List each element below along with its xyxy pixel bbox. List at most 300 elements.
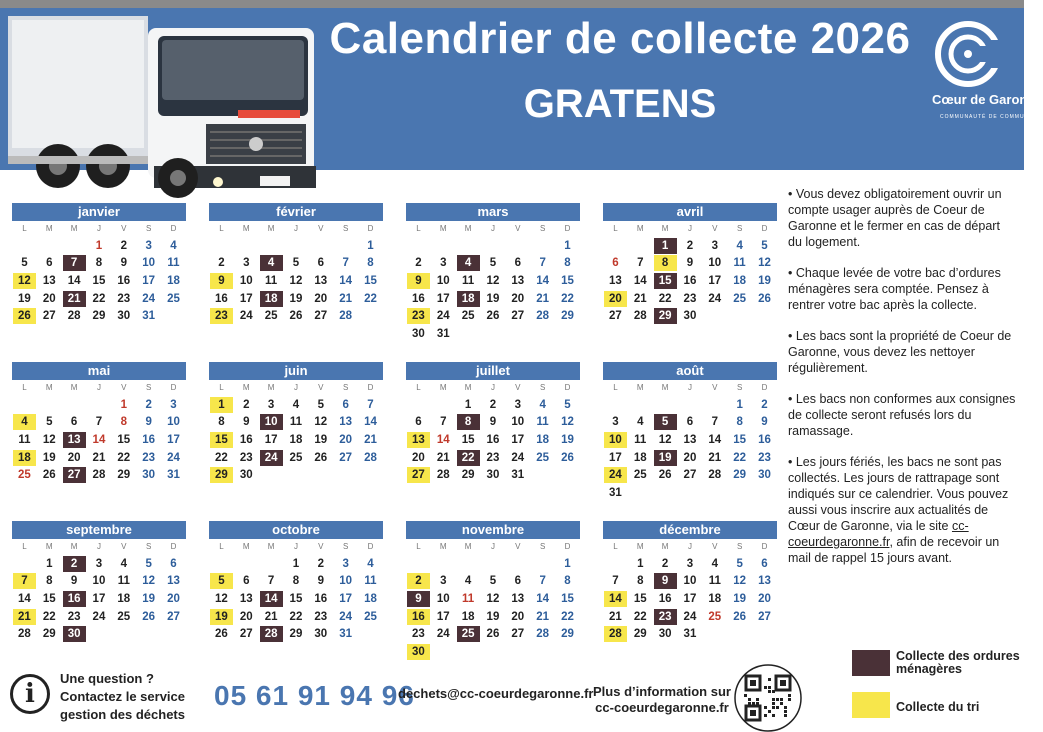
day-cell: 14	[633, 274, 647, 287]
day-cell: 11	[167, 257, 180, 270]
day-cell: 22	[42, 610, 56, 623]
day-cell: 2	[120, 239, 127, 252]
day-cell-tri: 23	[210, 308, 233, 324]
month-name: février	[209, 203, 383, 221]
empty-cell	[603, 237, 628, 255]
weekday-label: V	[712, 224, 718, 233]
day-cell: 1	[464, 398, 472, 411]
day-cell: 5	[489, 575, 497, 588]
day-cell: 4	[170, 239, 177, 252]
day-cell: 7	[612, 575, 619, 588]
day-cell-tri: 27	[407, 467, 430, 483]
day-cell: 29	[92, 310, 106, 323]
days-grid	[406, 396, 580, 484]
day-cell: 16	[215, 292, 228, 305]
empty-cell	[284, 237, 309, 255]
day-cell: 21	[633, 292, 647, 305]
day-cell: 16	[683, 274, 697, 287]
day-cell: 5	[21, 257, 28, 270]
day-cell: 2	[218, 257, 225, 270]
empty-cell	[209, 237, 234, 255]
day-cell: 6	[46, 257, 53, 270]
day-cell: 10	[511, 416, 525, 429]
day-cell: 21	[92, 451, 106, 464]
day-cell: 10	[436, 592, 450, 605]
day-cell: 4	[464, 575, 472, 588]
day-cell: 26	[561, 451, 574, 464]
day-cell: 22	[92, 292, 106, 305]
day-cell: 6	[170, 557, 177, 570]
phone-number[interactable]: 05 61 91 94 96	[214, 680, 415, 711]
day-cell: 13	[239, 592, 253, 605]
weekday-label: M	[242, 542, 250, 551]
day-cell-ferie: 14	[92, 433, 106, 446]
day-cell: 31	[436, 327, 450, 340]
weekday-label: J	[96, 383, 101, 392]
day-cell: 24	[167, 451, 180, 464]
weekday-label: M	[636, 542, 644, 551]
weekday-label: M	[70, 383, 78, 392]
day-cell-ordures: 8	[457, 414, 480, 430]
weekday-label: M	[267, 542, 275, 551]
empty-cell	[431, 237, 456, 255]
day-cell: 15	[117, 433, 131, 446]
day-cell-tri: 21	[13, 609, 36, 625]
day-cell: 5	[564, 398, 571, 411]
weekday-label: D	[367, 542, 374, 551]
day-cell: 24	[142, 292, 156, 305]
day-cell: 5	[317, 398, 324, 411]
day-cell: 22	[633, 610, 647, 623]
day-cell: 28	[67, 310, 81, 323]
day-cell: 23	[758, 451, 771, 464]
day-cell-ordures: 30	[63, 626, 86, 642]
day-cell: 13	[339, 416, 353, 429]
day-cell: 14	[536, 274, 550, 287]
day-cell-tri: 19	[210, 609, 233, 625]
weekday-label: S	[145, 542, 152, 551]
website-link[interactable]: cc-coeurdegaronne.fr	[788, 519, 969, 549]
day-cell: 10	[708, 257, 722, 270]
weekday-label: M	[636, 383, 644, 392]
month-name: mai	[12, 362, 186, 380]
weekday-label: S	[736, 542, 743, 551]
weekday-label: L	[219, 383, 224, 392]
day-cell: 31	[683, 628, 697, 641]
empty-cell	[628, 396, 653, 414]
day-cell: 20	[683, 451, 697, 464]
weekday-label: S	[342, 542, 349, 551]
day-cell: 28	[536, 310, 550, 323]
days-grid	[209, 237, 383, 325]
weekday-label: S	[539, 383, 546, 392]
day-cell-ferie: 6	[612, 257, 619, 270]
weekday-label: S	[145, 224, 152, 233]
empty-cell	[87, 396, 112, 414]
commune-name: GRATENS	[523, 82, 717, 126]
day-cell: 25	[461, 310, 475, 323]
day-cell: 19	[314, 433, 328, 446]
month-0	[12, 203, 186, 325]
day-cell: 20	[511, 610, 525, 623]
day-cell-ferie: 1	[120, 398, 127, 411]
weekday-header	[406, 539, 580, 555]
day-cell: 7	[342, 257, 349, 270]
day-cell: 17	[683, 592, 697, 605]
day-cell: 29	[117, 469, 131, 482]
weekday-label: V	[515, 224, 521, 233]
day-cell: 24	[436, 628, 450, 641]
coeur-de-garonne-logo	[926, 20, 1043, 132]
weekday-label: M	[267, 383, 275, 392]
day-cell: 12	[658, 433, 672, 446]
month-name: décembre	[603, 521, 777, 539]
day-cell: 15	[561, 274, 574, 287]
day-cell: 12	[758, 257, 771, 270]
day-cell: 4	[637, 416, 644, 429]
day-cell: 30	[683, 310, 697, 323]
day-cell-tri: 13	[407, 432, 430, 448]
weekday-label: M	[45, 224, 53, 233]
empty-cell	[431, 396, 456, 414]
day-cell: 25	[733, 292, 747, 305]
day-cell: 5	[145, 557, 152, 570]
day-cell: 17	[264, 433, 278, 446]
weekday-label: V	[515, 383, 521, 392]
day-cell: 11	[536, 416, 549, 429]
day-cell: 15	[461, 433, 475, 446]
day-cell: 26	[215, 628, 228, 641]
day-cell: 22	[561, 292, 574, 305]
day-cell: 24	[683, 610, 697, 623]
weekday-label: M	[464, 542, 472, 551]
day-cell: 31	[511, 469, 525, 482]
day-cell: 25	[167, 292, 180, 305]
day-cell: 23	[314, 610, 328, 623]
day-cell: 9	[145, 416, 152, 429]
day-cell: 18	[733, 274, 747, 287]
day-cell: 23	[142, 451, 156, 464]
day-cell: 29	[561, 628, 574, 641]
note-5	[788, 454, 1016, 566]
weekday-label: J	[293, 542, 298, 551]
day-cell: 8	[736, 416, 743, 429]
day-cell: 17	[239, 292, 253, 305]
day-cell: 22	[561, 610, 574, 623]
day-cell: 19	[18, 292, 31, 305]
day-cell: 30	[239, 469, 253, 482]
day-cell: 10	[167, 416, 180, 429]
weekday-label: J	[490, 383, 495, 392]
note-2: • Chaque levée de votre bac d’ordures ménagères sera comptée. Pensez à rentrer votre bac après la collecte.	[788, 266, 1001, 312]
empty-cell	[37, 237, 62, 255]
weekday-header	[209, 221, 383, 237]
day-cell: 6	[342, 398, 349, 411]
day-cell: 22	[289, 610, 303, 623]
day-cell: 20	[67, 451, 81, 464]
weekday-label: M	[267, 224, 275, 233]
weekday-header	[406, 221, 580, 237]
more-info	[592, 684, 732, 716]
day-cell: 21	[264, 610, 278, 623]
day-cell: 12	[561, 416, 574, 429]
day-cell: 24	[708, 292, 722, 305]
day-cell: 12	[486, 592, 500, 605]
day-cell: 18	[289, 433, 303, 446]
day-cell: 7	[440, 416, 447, 429]
day-cell-tri: 30	[407, 644, 430, 660]
day-cell: 9	[761, 416, 768, 429]
days-grid	[603, 396, 777, 502]
days-grid	[209, 396, 383, 484]
day-cell: 7	[711, 416, 718, 429]
month-name: mars	[406, 203, 580, 221]
weekday-label: L	[22, 383, 27, 392]
day-cell: 1	[736, 398, 743, 411]
empty-cell	[259, 237, 284, 255]
day-cell: 18	[364, 592, 377, 605]
day-cell: 31	[609, 486, 622, 499]
day-cell: 2	[317, 557, 324, 570]
day-cell: 15	[364, 274, 377, 287]
day-cell: 11	[733, 257, 746, 270]
day-cell: 11	[462, 274, 475, 287]
email-address[interactable]: dechets@cc-coeurdegaronne.fr	[398, 686, 594, 701]
days-grid	[406, 237, 580, 343]
empty-cell	[406, 555, 431, 573]
weekday-label: D	[170, 542, 177, 551]
day-cell: 15	[633, 592, 647, 605]
day-cell: 21	[536, 610, 550, 623]
day-cell-ferie: 25	[708, 610, 722, 623]
logo-wordmark: Cœur de Garonne	[932, 92, 1043, 107]
day-cell: 17	[436, 610, 450, 623]
day-cell-tri: 24	[604, 467, 627, 483]
weekday-label: J	[96, 224, 101, 233]
day-cell-ordures: 4	[260, 255, 283, 271]
day-cell: 9	[317, 575, 324, 588]
day-cell: 20	[167, 592, 180, 605]
empty-cell	[603, 396, 628, 414]
day-cell-tri: 15	[210, 432, 233, 448]
day-cell: 19	[758, 274, 771, 287]
day-cell: 14	[364, 416, 377, 429]
day-cell-ordures: 18	[260, 291, 283, 307]
day-cell: 5	[761, 239, 768, 252]
day-cell: 25	[633, 469, 647, 482]
month-name: janvier	[12, 203, 186, 221]
day-cell: 19	[561, 433, 574, 446]
day-cell: 26	[42, 469, 56, 482]
day-cell: 24	[436, 310, 450, 323]
day-cell-ordures: 18	[457, 291, 480, 307]
day-cell: 10	[683, 575, 697, 588]
weekday-label: D	[761, 224, 768, 233]
month-2	[406, 203, 580, 343]
empty-cell	[62, 396, 87, 414]
day-cell: 5	[736, 557, 743, 570]
day-cell: 27	[314, 310, 328, 323]
day-cell: 20	[239, 610, 253, 623]
empty-cell	[505, 237, 530, 255]
day-cell: 24	[339, 610, 353, 623]
day-cell: 31	[142, 310, 156, 323]
day-cell-tri: 9	[210, 273, 233, 289]
day-cell-ordures: 13	[63, 432, 86, 448]
note-3: • Les bacs sont la propriété de Coeur de Garonne, vous devez les nettoyer régulièrement.	[788, 329, 1012, 375]
weekday-label: M	[439, 224, 447, 233]
day-cell: 29	[289, 628, 303, 641]
month-name: juillet	[406, 362, 580, 380]
day-cell: 12	[289, 274, 303, 287]
day-cell: 13	[683, 433, 697, 446]
day-cell: 10	[436, 274, 450, 287]
day-cell-tri: 26	[13, 308, 36, 324]
day-cell-ferie: 14	[436, 433, 450, 446]
day-cell: 29	[461, 469, 475, 482]
day-cell: 3	[612, 416, 619, 429]
day-cell: 8	[95, 257, 103, 270]
month-name: octobre	[209, 521, 383, 539]
day-cell: 9	[70, 575, 78, 588]
day-cell: 25	[117, 610, 131, 623]
day-cell: 16	[239, 433, 253, 446]
day-cell: 6	[415, 416, 422, 429]
day-cell-ordures: 9	[407, 591, 430, 607]
weekday-label: J	[293, 224, 298, 233]
note-1: • Vous devez obligatoirement ouvrir un compte usager auprès de Coeur de Garonne et le fermer en cas de départ du logement.	[788, 187, 1002, 249]
day-cell: 14	[339, 274, 353, 287]
day-cell: 6	[70, 416, 78, 429]
day-cell: 3	[170, 398, 177, 411]
day-cell-ordures: 25	[457, 626, 480, 642]
more-info-website[interactable]: cc-coeurdegaronne.fr	[595, 700, 729, 715]
day-cell: 5	[46, 416, 53, 429]
month-5	[209, 362, 383, 484]
day-cell: 4	[736, 239, 743, 252]
weekday-label: S	[539, 224, 546, 233]
weekday-label: J	[96, 542, 101, 551]
day-cell-ordures: 28	[260, 626, 283, 642]
empty-cell	[505, 555, 530, 573]
day-cell: 1	[637, 557, 644, 570]
qr-code[interactable]	[734, 664, 802, 732]
logo-c-icon	[926, 20, 1016, 90]
day-cell: 30	[486, 469, 500, 482]
day-cell-ordures: 2	[63, 556, 86, 572]
month-11	[603, 521, 777, 643]
day-cell: 1	[46, 557, 53, 570]
weekday-label: L	[613, 542, 618, 551]
day-cell: 29	[42, 628, 56, 641]
day-cell: 11	[634, 433, 647, 446]
day-cell: 1	[367, 239, 374, 252]
weekday-label: V	[318, 224, 324, 233]
empty-cell	[530, 237, 555, 255]
day-cell-ordures: 7	[63, 255, 86, 271]
day-cell: 4	[120, 557, 127, 570]
day-cell-ordures: 10	[260, 414, 283, 430]
weekday-label: D	[367, 224, 374, 233]
day-cell: 8	[637, 575, 644, 588]
day-cell: 19	[42, 451, 56, 464]
day-cell-ordures: 21	[63, 291, 86, 307]
day-cell: 12	[215, 592, 228, 605]
empty-cell	[431, 555, 456, 573]
weekday-label: L	[22, 542, 27, 551]
day-cell: 28	[536, 628, 550, 641]
day-cell: 7	[367, 398, 374, 411]
day-cell-ferie: 1	[95, 239, 103, 252]
day-cell: 15	[289, 592, 303, 605]
month-name: novembre	[406, 521, 580, 539]
day-cell: 8	[564, 575, 571, 588]
day-cell: 25	[536, 451, 550, 464]
weekday-label: L	[22, 224, 27, 233]
day-cell: 18	[167, 274, 180, 287]
empty-cell	[456, 555, 481, 573]
day-cell: 29	[561, 310, 574, 323]
weekday-label: S	[736, 224, 743, 233]
day-cell: 8	[292, 575, 300, 588]
day-cell: 31	[339, 628, 353, 641]
day-cell: 3	[95, 557, 103, 570]
day-cell: 17	[339, 592, 353, 605]
day-cell: 9	[686, 257, 694, 270]
day-cell: 13	[314, 274, 328, 287]
month-3	[603, 203, 777, 325]
month-name: août	[603, 362, 777, 380]
day-cell: 12	[314, 416, 328, 429]
day-cell: 28	[436, 469, 450, 482]
day-cell: 26	[486, 628, 500, 641]
day-cell: 18	[633, 451, 647, 464]
day-cell: 8	[46, 575, 53, 588]
day-cell: 18	[117, 592, 131, 605]
empty-cell	[62, 237, 87, 255]
weekday-label: S	[145, 383, 152, 392]
day-cell: 6	[761, 557, 768, 570]
day-cell: 22	[364, 292, 377, 305]
weekday-label: M	[464, 383, 472, 392]
weekday-label: M	[661, 383, 669, 392]
day-cell: 14	[708, 433, 722, 446]
day-cell-tri: 4	[13, 414, 36, 430]
day-cell: 18	[708, 592, 722, 605]
day-cell: 26	[658, 469, 672, 482]
day-cell: 4	[711, 557, 718, 570]
day-cell: 10	[339, 575, 353, 588]
day-cell: 1	[564, 239, 571, 252]
day-cell: 27	[511, 310, 525, 323]
day-cell: 21	[364, 433, 377, 446]
weekday-label: J	[490, 224, 495, 233]
day-cell: 14	[67, 274, 81, 287]
weekday-label: S	[342, 224, 349, 233]
weekday-header	[12, 380, 186, 396]
day-cell: 20	[511, 292, 525, 305]
days-grid	[12, 396, 186, 484]
day-cell-ordures: 23	[654, 609, 677, 625]
weekday-label: D	[761, 542, 768, 551]
empty-cell	[702, 396, 727, 414]
day-cell: 27	[42, 310, 56, 323]
question-line-1: Une question ?	[60, 671, 154, 686]
empty-cell	[12, 555, 37, 573]
day-cell: 8	[218, 416, 225, 429]
day-cell-ordures: 9	[654, 573, 677, 589]
weekday-label: S	[342, 383, 349, 392]
